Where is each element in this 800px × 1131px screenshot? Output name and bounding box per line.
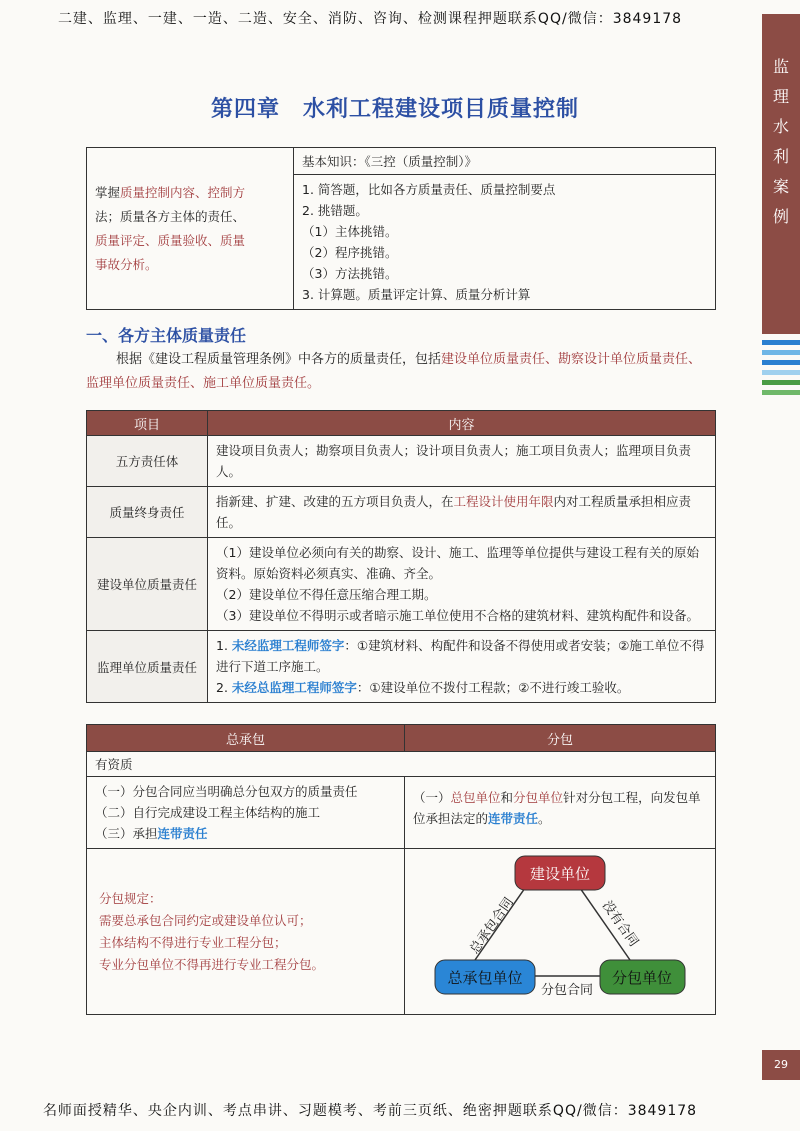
edge-label-no-contract: 没有合同: [599, 897, 642, 950]
header-banner: 二建、监理、一建、一造、二造、安全、消防、咨询、检测课程押题联系QQ/微信：3849178: [57, 11, 683, 27]
responsibility-table: [86, 410, 716, 703]
sidebar-char: 案: [772, 177, 789, 196]
duty-text: （一）: [413, 790, 451, 805]
row-line: [216, 677, 707, 698]
row-highlight: 未经总监理工程师签字: [231, 680, 357, 695]
knowledge-table: [86, 147, 716, 310]
table-row: [87, 436, 716, 487]
row-content: [208, 487, 716, 538]
contract-diagram: [405, 848, 715, 1008]
sidebar-char: 水: [772, 117, 789, 136]
question-type-line: 1. 简答题，比如各方质量责任、质量控制要点: [302, 182, 556, 197]
sidebar-stripe: [762, 390, 800, 395]
column-header: 项目: [87, 411, 208, 436]
chapter-title: 第四章 水利工程建设项目质量控制: [210, 97, 579, 122]
row-highlight: 工程设计使用年限: [453, 494, 554, 509]
section-intro: [86, 348, 714, 396]
row-text: ：①建设单位不拨付工程款；②不进行竣工验收。: [356, 680, 630, 695]
qualification-cell: 有资质: [87, 752, 716, 777]
question-types-cell: [294, 175, 716, 310]
node-sub-label: 分包单位: [611, 970, 673, 987]
sidebar-stripe: [762, 350, 800, 355]
sub-duties-cell: [405, 777, 716, 849]
rule-item: 需要总承包合同约定或建设单位认可；: [99, 912, 312, 928]
duty-text: 。: [538, 811, 551, 826]
objectives-text: 质量控制内容、控制方: [120, 184, 246, 200]
row-label: 五方责任体: [87, 436, 208, 487]
row-label: 监理单位质量责任: [87, 631, 208, 703]
row-text: 2.: [216, 680, 232, 695]
row-text: 内对工程质量承担相应责任。: [216, 494, 692, 530]
rule-item: 主体结构不得进行专业工程分包；: [99, 934, 287, 950]
duty-text: （三）承担: [95, 826, 158, 841]
row-line: （3）建设单位不得明示或者暗示施工单位使用不合格的建筑材料、建筑构配件和设备。: [216, 608, 699, 623]
rule-item: 专业分包单位不得再进行专业工程分包。: [99, 956, 325, 972]
objectives-text: 法；质量各方主体的责任、: [95, 208, 246, 224]
intro-highlight: 建设单位质量责任、勘察设计单位质量责任、监理单位质量责任、施工单位质量责任。: [86, 352, 702, 391]
row-text: 指新建、扩建、改建的五方项目负责人，在: [216, 494, 454, 509]
subcontract-rules-cell: [87, 849, 405, 1015]
question-type-line: 2. 挑错题。: [302, 203, 368, 218]
row-text: ：①建筑材料、构配件和设备不得使用或者安装；②施工单位不得进行下道工序施工。: [216, 638, 705, 674]
node-general-label: 总承包单位: [447, 970, 523, 987]
column-header: 总承包: [87, 725, 405, 752]
column-header: 分包: [405, 725, 716, 752]
duty-text: 针对分包工程，向发包单位承担法定的: [413, 790, 701, 826]
row-label: 建设单位质量责任: [87, 538, 208, 631]
sidebar-stripe: [762, 340, 800, 345]
page-number: 29: [762, 1050, 800, 1080]
table-row: [87, 538, 716, 631]
column-header: 内容: [208, 411, 716, 436]
edge-label-general-contract: 总承包合同: [466, 894, 517, 957]
row-line: （2）建设单位不得任意压缩合理工期。: [216, 587, 437, 602]
objectives-text: 事故分析。: [95, 256, 158, 272]
duty-text: 和: [500, 790, 514, 805]
row-label: 质量终身责任: [87, 487, 208, 538]
intro-text: 根据《建设工程质量管理条例》中各方的质量责任，包括: [116, 352, 442, 367]
question-type-line: 3. 计算题。质量评定计算、质量分析计算: [302, 287, 531, 302]
row-line: （1）建设单位必须向有关的勘察、设计、施工、监理等单位提供与建设工程有关的原始资料。原始资料必须真实、准确、齐全。: [216, 545, 699, 581]
objectives-cell: [87, 148, 294, 310]
row-line: [216, 635, 707, 677]
sidebar-stripe: [762, 370, 800, 375]
footer-banner: 名师面授精华、央企内训、考点串讲、习题模考、考前三页纸、绝密押题联系QQ/微信：3849178: [42, 1103, 698, 1119]
node-owner-label: 建设单位: [529, 866, 591, 883]
sidebar-char: 监: [772, 57, 789, 76]
duty-item: （二）自行完成建设工程主体结构的施工: [95, 805, 321, 820]
duty-item: [95, 823, 396, 844]
question-type-line: （2）程序挑错。: [302, 245, 398, 260]
duty-item: （一）分包合同应当明确总分包双方的质量责任: [95, 784, 358, 799]
basic-knowledge-header: 基本知识：《三控（质量控制）》: [294, 148, 716, 175]
edge-label-sub-contract: 分包合同: [540, 982, 594, 997]
objectives-text: 掌握: [95, 184, 121, 200]
table-row: [87, 487, 716, 538]
duty-highlight: 连带责任: [488, 811, 539, 826]
row-content: [208, 538, 716, 631]
row-content: [208, 631, 716, 703]
general-duties-cell: [87, 777, 405, 849]
duty-highlight: 总包单位: [450, 790, 501, 805]
sidebar-char: 例: [772, 207, 789, 226]
question-type-line: （3）方法挑错。: [302, 266, 398, 281]
rules-title: 分包规定：: [99, 890, 162, 906]
objectives-text: 质量评定、质量验收、质量: [95, 232, 246, 248]
section-heading: 一、各方主体质量责任: [86, 326, 247, 345]
row-content: 建设项目负责人；勘察项目负责人；设计项目负责人；施工项目负责人；监理项目负责人。: [208, 436, 716, 487]
sidebar-char: 利: [772, 147, 789, 166]
row-text: 1.: [216, 638, 232, 653]
question-type-line: （1）主体挑错。: [302, 224, 398, 239]
sidebar-title: [762, 54, 800, 227]
row-highlight: 未经监理工程师签字: [231, 638, 345, 653]
table-row: [87, 631, 716, 703]
sidebar-char: 理: [772, 87, 789, 106]
duty-highlight: 分包单位: [513, 790, 564, 805]
sidebar-stripe: [762, 380, 800, 385]
sidebar-stripe: [762, 360, 800, 365]
duty-highlight: 连带责任: [157, 826, 208, 841]
chapter-sidebar: [762, 14, 800, 334]
